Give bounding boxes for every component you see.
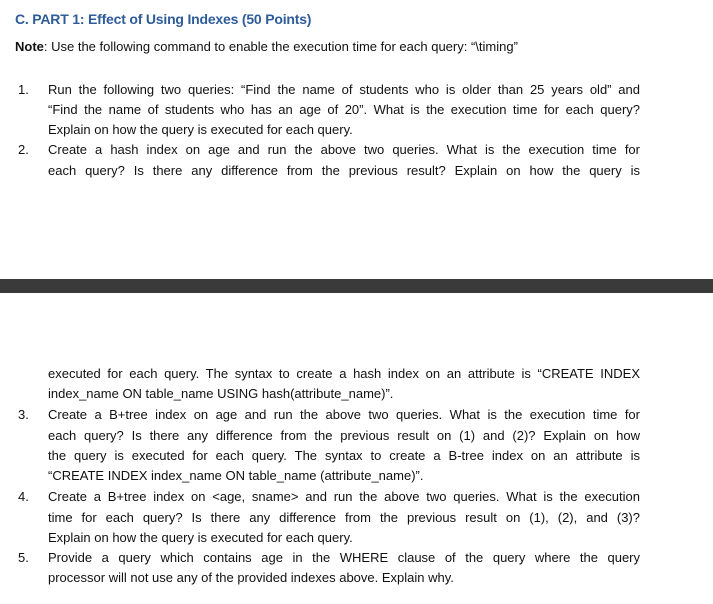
page-bottom (0, 352, 713, 604)
item-5-line-2: processor will not use any of the provided indexes above. Explain why. (48, 570, 454, 585)
item-number-3: 3. (18, 407, 29, 422)
note (15, 39, 518, 54)
item-number-4: 4. (18, 489, 29, 504)
page-top (0, 0, 713, 268)
item-1-line-3: Explain on how the query is executed for each query. (48, 122, 353, 137)
item-1-line-2: “Find the name of students who has an age of 20”. What is the execution time for each query? (48, 102, 640, 117)
item-4-line-3: Explain on how the query is executed for each query. (48, 530, 353, 545)
note-text: : Use the following command to enable the execution time for each query: “\timing” (43, 39, 518, 54)
section-title: C. PART 1: Effect of Using Indexes (50 Points) (15, 11, 312, 27)
item-4-line-1: Create a B+tree index on <age, sname> and run the above two queries. What is the execution (48, 489, 640, 504)
item-number-2: 2. (18, 142, 29, 157)
note-label: Note (15, 39, 44, 54)
item-2-line-4: index_name ON table_name USING hash(attribute_name)”. (48, 386, 394, 401)
page-break-divider (0, 279, 713, 293)
item-3-line-3: the query is executed for each query. The syntax to create a B-tree index on an attribute is (48, 448, 640, 463)
item-2-line-3: executed for each query. The syntax to create a hash index on an attribute is “CREATE INDEX (48, 366, 640, 381)
item-1-line-1: Run the following two queries: “Find the name of students who is older than 25 years old” and (48, 82, 640, 97)
item-2-line-1: Create a hash index on age and run the above two queries. What is the execution time for (48, 142, 640, 157)
item-3-line-2: each query? Is there any difference from the previous result on (1) and (2)? Explain on how (48, 428, 640, 443)
item-5-line-1: Provide a query which contains age in the WHERE clause of the query where the query (48, 550, 640, 565)
item-number-5: 5. (18, 550, 29, 565)
item-number-1: 1. (18, 82, 29, 97)
item-3-line-1: Create a B+tree index on age and run the above two queries. What is the execution time for (48, 407, 640, 422)
item-3-line-4: “CREATE INDEX index_name ON table_name (attribute_name)”. (48, 468, 424, 483)
item-4-line-2: time for each query? Is there any difference from the previous result on (1), (2), and (3)? (48, 510, 640, 525)
item-2-line-2: each query? Is there any difference from the previous result? Explain on how the query is (48, 163, 640, 178)
